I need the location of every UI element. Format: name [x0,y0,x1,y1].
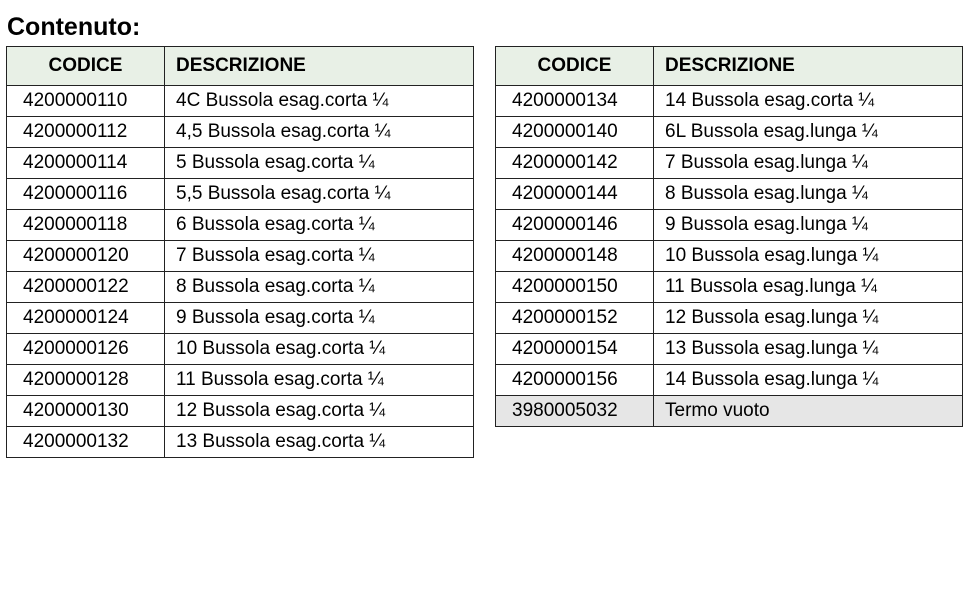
cell-code: 4200000130 [7,396,165,427]
table-row [496,303,963,334]
cell-code: 4200000122 [7,272,165,303]
cell-code: 4200000116 [7,179,165,210]
table-row [7,365,474,396]
cell-code: 3980005032 [496,396,654,427]
cell-description: Termo vuoto [654,396,963,427]
cell-code: 4200000140 [496,117,654,148]
table-row [7,272,474,303]
table-row [496,241,963,272]
table-header-row [7,47,474,86]
cell-code: 4200000144 [496,179,654,210]
table-row [496,365,963,396]
table-row [496,272,963,303]
cell-description: 4,5 Bussola esag.corta ¼ [165,117,474,148]
cell-description: 10 Bussola esag.corta ¼ [165,334,474,365]
cell-description: 5,5 Bussola esag.corta ¼ [165,179,474,210]
cell-code: 4200000132 [7,427,165,458]
cell-description: 7 Bussola esag.corta ¼ [165,241,474,272]
cell-code: 4200000128 [7,365,165,396]
cell-description: 6 Bussola esag.corta ¼ [165,210,474,241]
cell-code: 4200000154 [496,334,654,365]
header-description: DESCRIZIONE [165,47,474,86]
table-row [7,148,474,179]
cell-description: 13 Bussola esag.corta ¼ [165,427,474,458]
table-row [496,210,963,241]
table-row [496,117,963,148]
table-row [7,334,474,365]
cell-description: 9 Bussola esag.corta ¼ [165,303,474,334]
cell-code: 4200000112 [7,117,165,148]
header-code: CODICE [7,47,165,86]
cell-description: 11 Bussola esag.lunga ¼ [654,272,963,303]
cell-code: 4200000120 [7,241,165,272]
contents-table-right [495,46,963,427]
cell-code: 4200000114 [7,148,165,179]
table-row [7,86,474,117]
table-row [496,86,963,117]
cell-code: 4200000152 [496,303,654,334]
cell-code: 4200000146 [496,210,654,241]
cell-code: 4200000148 [496,241,654,272]
cell-description: 7 Bussola esag.lunga ¼ [654,148,963,179]
table-row [7,303,474,334]
cell-description: 12 Bussola esag.lunga ¼ [654,303,963,334]
table-row [7,210,474,241]
cell-description: 5 Bussola esag.corta ¼ [165,148,474,179]
table-row [7,241,474,272]
cell-code: 4200000110 [7,86,165,117]
cell-description: 8 Bussola esag.lunga ¼ [654,179,963,210]
cell-description: 12 Bussola esag.corta ¼ [165,396,474,427]
table-row [496,334,963,365]
table-header-row [496,47,963,86]
table-row [7,179,474,210]
cell-description: 10 Bussola esag.lunga ¼ [654,241,963,272]
table-row [7,117,474,148]
table-row [7,427,474,458]
cell-code: 4200000142 [496,148,654,179]
cell-description: 14 Bussola esag.lunga ¼ [654,365,963,396]
table-row [496,148,963,179]
cell-description: 8 Bussola esag.corta ¼ [165,272,474,303]
table-row [496,179,963,210]
page-title: Contenuto: [7,13,141,41]
cell-code: 4200000118 [7,210,165,241]
table-row [7,396,474,427]
cell-description: 14 Bussola esag.corta ¼ [654,86,963,117]
cell-code: 4200000124 [7,303,165,334]
cell-description: 6L Bussola esag.lunga ¼ [654,117,963,148]
header-code: CODICE [496,47,654,86]
cell-code: 4200000156 [496,365,654,396]
cell-description: 4C Bussola esag.corta ¼ [165,86,474,117]
contents-table-left [6,46,474,458]
cell-code: 4200000126 [7,334,165,365]
cell-description: 9 Bussola esag.lunga ¼ [654,210,963,241]
cell-code: 4200000134 [496,86,654,117]
header-description: DESCRIZIONE [654,47,963,86]
cell-description: 13 Bussola esag.lunga ¼ [654,334,963,365]
cell-description: 11 Bussola esag.corta ¼ [165,365,474,396]
table-row-shaded [496,396,963,427]
cell-code: 4200000150 [496,272,654,303]
